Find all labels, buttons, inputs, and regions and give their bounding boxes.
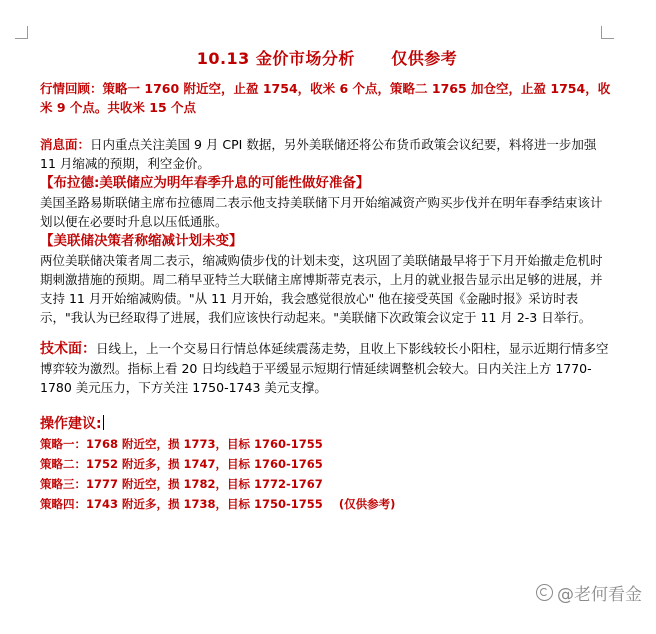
crop-mark-top-left [15, 26, 28, 39]
news-paragraph [40, 135, 614, 173]
document-title: 10.13 金价市场分析 仅供参考 [196, 49, 458, 68]
news-section1-title: 【布拉德:美联储应为明年春季升息的可能性做好准备】 [40, 175, 370, 191]
strategy-1: 策略一：1768 附近空，损 1773，目标 1760-1755 [40, 437, 323, 451]
news-section2-text: 两位美联储决策者周二表示，缩减购债步伐的计划未变，这巩固了美联储最早将于下月开始撤走危机时期刺激措施的预期。周二稍早亚特兰大联储主席博斯蒂克表示，上月的就业报告显示出足够的进展，并支持 11 月开始缩减购债。"从 11 月开始，我会感觉很放心" 他在接受英国《金融时报》采访时表示，"我认为已经取得了进展，我们应该快行动起来。"美联储下次政策会议定于 11 月 2-3 日举行。 [40, 253, 603, 325]
watermark [536, 580, 642, 605]
news-label: 消息面： [40, 137, 91, 152]
advice-heading [40, 415, 614, 434]
news-section2-title: 【美联储决策者称缩减计划未变】 [40, 233, 243, 249]
document-body [40, 38, 614, 514]
news-section1-text: 美国圣路易斯联储主席布拉德周二表示他支持美联储下月开始缩减资产购买步伐并在明年春季结束该计划以便在必要时升息以压低通胀。 [40, 195, 603, 229]
advice-label: 操作建议: [40, 416, 102, 432]
news-text: 日内重点关注美国 9 月 CPI 数据，另外美联储还将公布货币政策会议纪要，料将进一步加强 11 月缩减的预期，利空金价。 [40, 137, 597, 171]
review-label: 行情回顾： [40, 81, 103, 96]
watermark-text: @老何看金 [557, 585, 642, 605]
text-cursor [103, 415, 104, 430]
technical-text: 日线上，上一个交易日行情总体延续震荡走势，且收上下影线较长小阳柱，显示近期行情多空博弈较为激烈。指标上看 20 日均线趋于平缓显示短期行情延续调整机会较大。日内关注上方 1770-1780 美元压力，下方关注 1750-1743 美元支撑。 [40, 341, 609, 395]
technical-paragraph [40, 339, 614, 397]
review-text: 策略一 1760 附近空，止盈 1754，收米 6 个点，策略二 1765 加仓空，止盈 1754，收米 9 个点。共收米 15 个点 [40, 81, 611, 115]
strategy-2: 策略二：1752 附近多，损 1747，目标 1760-1765 [40, 457, 323, 471]
technical-label: 技术面： [40, 341, 96, 357]
strategy-4: 策略四：1743 附近多，损 1738，目标 1750-1755 (仅供参考) [40, 497, 396, 511]
weibo-icon [536, 584, 553, 601]
market-review [40, 79, 614, 117]
strategy-3: 策略三：1777 附近空，损 1782，目标 1772-1767 [40, 477, 323, 491]
